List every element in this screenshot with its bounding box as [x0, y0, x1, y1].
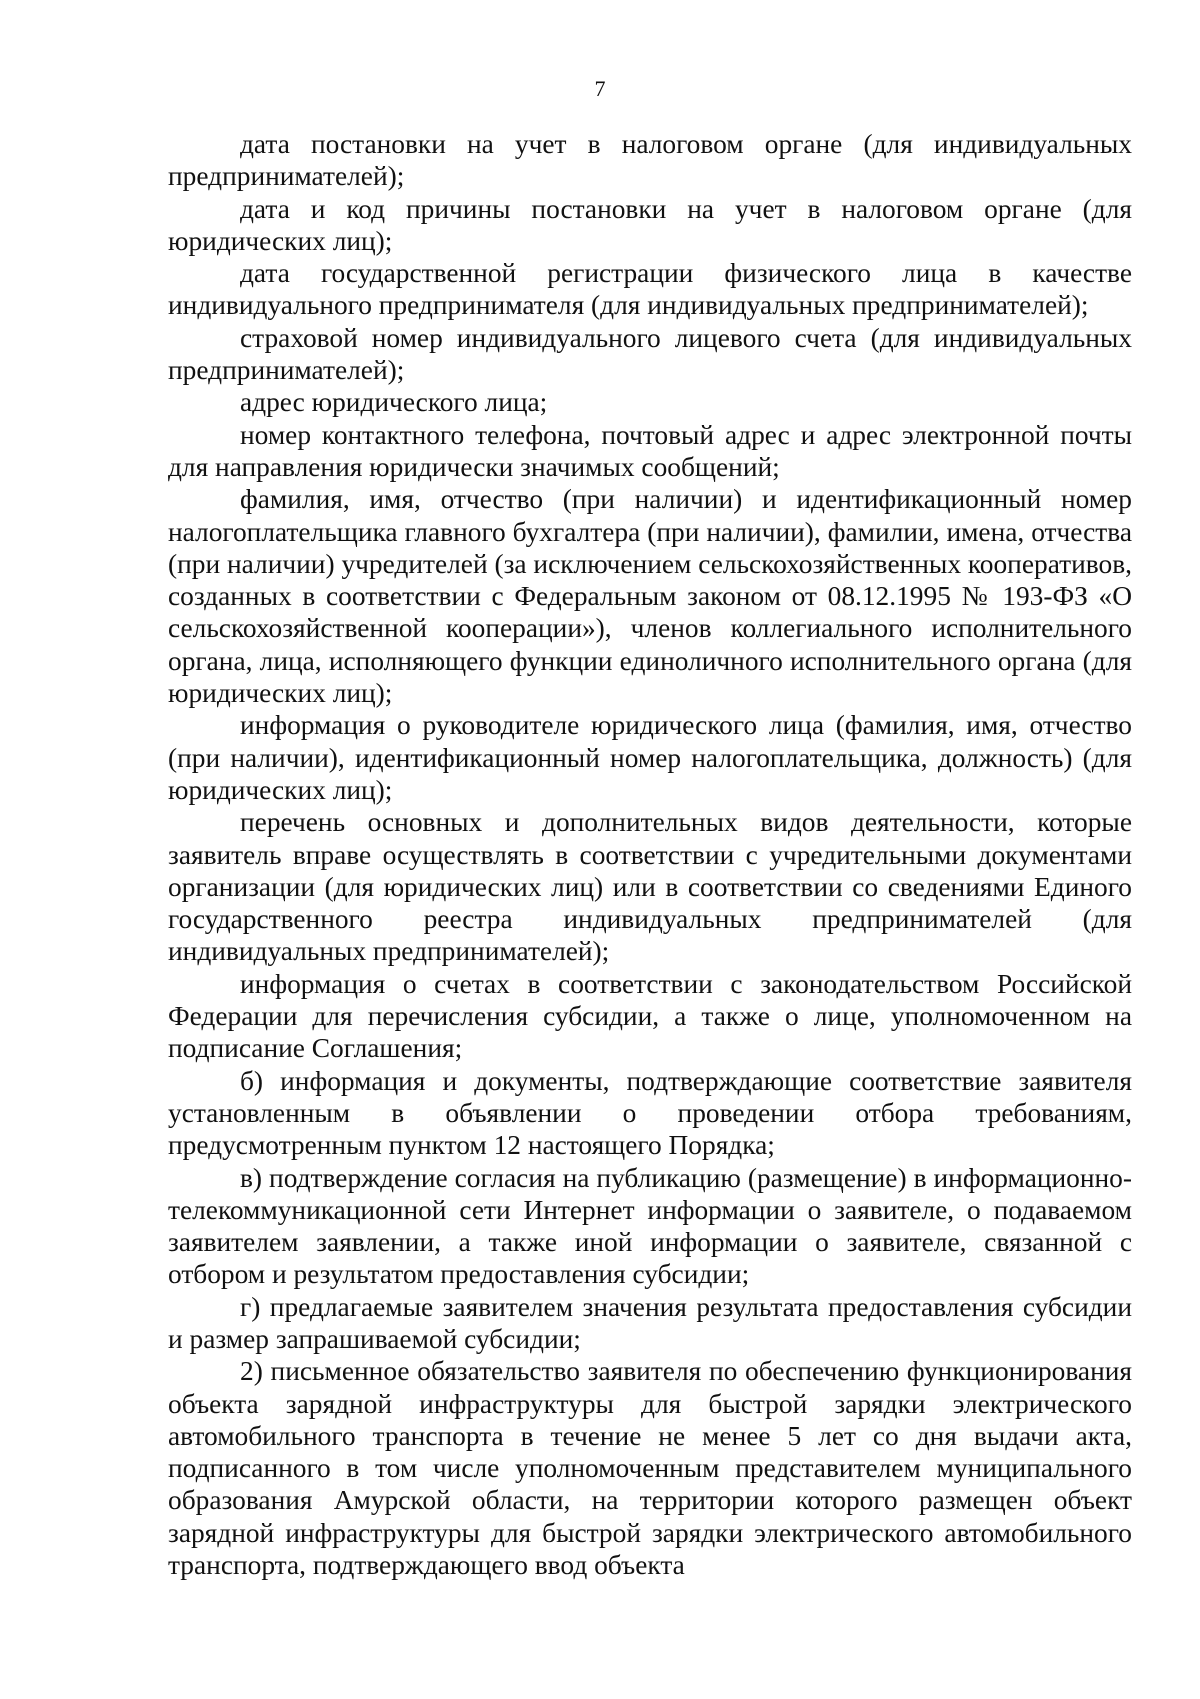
paragraph: г) предлагаемые заявителем значения результата предоставления субсидии и размер запрашиваемой субсидии; — [168, 1291, 1132, 1354]
paragraph: дата государственной регистрации физического лица в качестве индивидуального предпринимателя (для индивидуальных предпринимателей); — [168, 258, 1132, 321]
paragraph: в) подтверждение согласия на публикацию (размещение) в информационно-телекоммуникационной сети Интернет информации о заявителе, о подаваемом заявителем заявлении, а также иной информации о заявителе, связанной с отбором и результатом предоставления субсидии; — [168, 1162, 1132, 1290]
paragraph: 2) письменное обязательство заявителя по обеспечению функционирования объекта зарядной инфраструктуры для быстрой зарядки электрического автомобильного транспорта в течение не менее 5 лет со дня выдачи акта, подписанного в том числе уполномоченным представителем муниципального образования Амурской области, на территории которого размещен объект зарядной инфраструктуры для быстрой зарядки электрического автомобильного транспорта, подтверждающего ввод объекта — [168, 1356, 1132, 1581]
paragraph: информация о счетах в соответствии с законодательством Российской Федерации для перечисления субсидии, а также о лице, уполномоченном на подписание Соглашения; — [168, 968, 1132, 1064]
paragraph: б) информация и документы, подтверждающие соответствие заявителя установленным в объявлении о проведении отбора требованиям, предусмотренным пунктом 12 настоящего Порядка; — [168, 1065, 1132, 1161]
paragraph: дата и код причины постановки на учет в налоговом органе (для юридических лиц); — [168, 193, 1132, 256]
paragraph: дата постановки на учет в налоговом органе (для индивидуальных предпринимателей); — [168, 129, 1132, 192]
paragraph: адрес юридического лица; — [240, 387, 548, 418]
paragraph: фамилия, имя, отчество (при наличии) и идентификационный номер налогоплательщика главного бухгалтера (при наличии), фамилии, имена, отчества (при наличии) учредителей (за исключением сельскохозяйственных кооперативов, созданных в соответствии с Федеральным законом от 08.12.1995 № 193-ФЗ «О сельскохозяйственной кооперации»), членов коллегиального исполнительного органа, лица, исполняющего функции единоличного исполнительного органа (для юридических лиц); — [168, 484, 1132, 709]
page-number: 7 — [594, 76, 606, 101]
document-body — [168, 128, 1132, 1581]
paragraph: информация о руководителе юридического лица (фамилия, имя, отчество (при наличии), идентификационный номер налогоплательщика, должность) (для юридических лиц); — [168, 710, 1132, 805]
paragraph: перечень основных и дополнительных видов деятельности, которые заявитель вправе осуществлять в соответствии с учредительными документами организации (для юридических лиц) или в соответствии со сведениями Единого государственного реестра индивидуальных предпринимателей (для индивидуальных предпринимателей); — [168, 807, 1132, 967]
paragraph: страховой номер индивидуального лицевого счета (для индивидуальных предпринимателей); — [168, 322, 1132, 386]
paragraph: номер контактного телефона, почтовый адрес и адрес электронной почты для направления юридически значимых сообщений; — [168, 419, 1132, 482]
